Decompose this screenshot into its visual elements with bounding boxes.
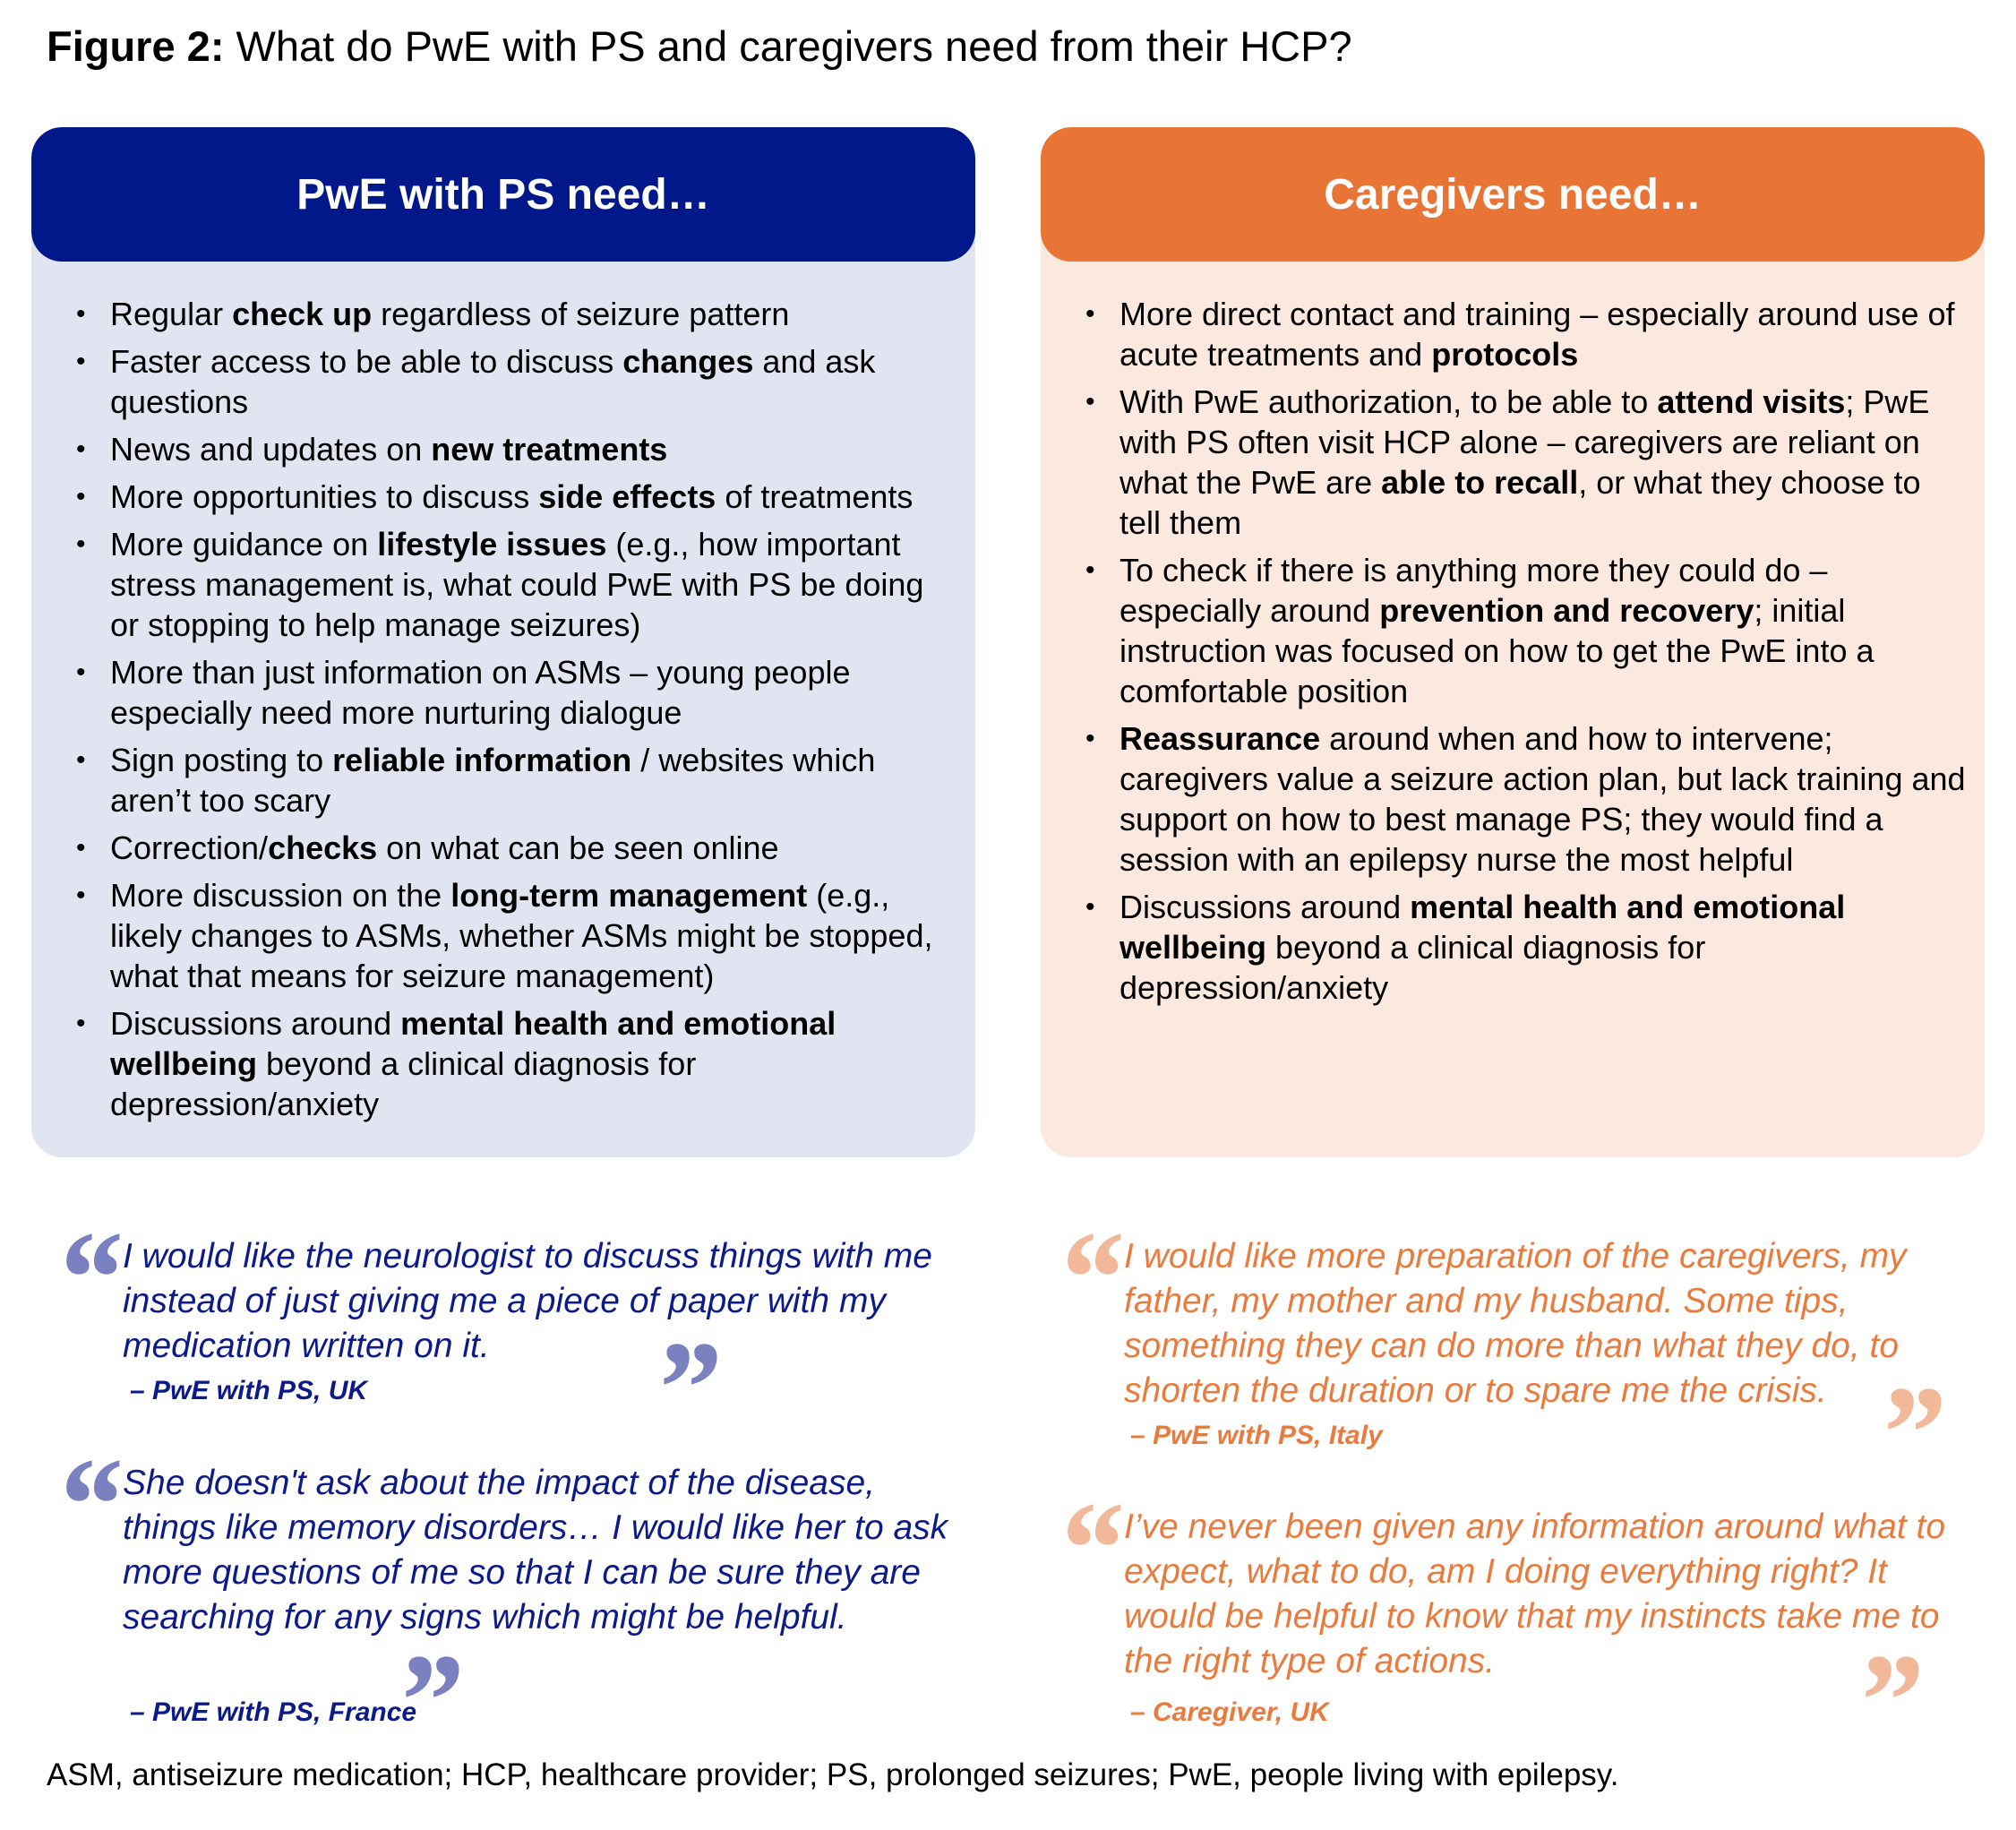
text-segment: More direct contact and training – especially around use of acute treatments and bbox=[1120, 296, 1955, 373]
bold-text: changes bbox=[622, 343, 754, 380]
bullet-item bbox=[76, 652, 957, 733]
bullet-item bbox=[1085, 550, 1967, 711]
text-segment: More opportunities to discuss bbox=[110, 478, 539, 515]
caregiver-needs-list bbox=[1085, 294, 1967, 1015]
bullet-item bbox=[76, 1003, 957, 1124]
close-quote-mark-icon: ” bbox=[1876, 1359, 1943, 1508]
bold-text: prevention and recovery bbox=[1379, 592, 1754, 629]
quote-attribution: – Caregiver, UK bbox=[1130, 1697, 1329, 1727]
text-segment: More discussion on the bbox=[110, 877, 451, 914]
bold-text: mental health and emotional wellbeing bbox=[1120, 889, 1846, 966]
text-segment: of treatments bbox=[716, 478, 914, 515]
text-segment: Discussions around bbox=[1120, 889, 1411, 925]
bold-text: checks bbox=[268, 829, 378, 866]
text-segment: ; PwE with PS often visit HCP alone – caregivers are reliant on what the PwE are bbox=[1120, 383, 1930, 501]
text-segment: beyond a clinical diagnosis for depression/anxiety bbox=[1120, 929, 1706, 1006]
quote-pwe-france bbox=[123, 1461, 956, 1640]
pwe-needs-header: PwE with PS need… bbox=[31, 127, 975, 262]
pwe-needs-panel bbox=[31, 127, 975, 1157]
close-quote-mark-icon: ” bbox=[394, 1627, 461, 1775]
text-segment: (e.g., how important stress management is, what could PwE with PS be doing or stopping to help manage seizures) bbox=[110, 526, 924, 643]
text-segment: , or what they choose to tell them bbox=[1120, 464, 1921, 541]
text-segment: and ask questions bbox=[110, 343, 876, 420]
text-segment: ; initial instruction was focused on how to get the PwE into a comfortable position bbox=[1120, 592, 1874, 709]
text-segment: Sign posting to bbox=[110, 742, 333, 778]
bullet-item bbox=[76, 740, 957, 820]
bold-text: reliable information bbox=[332, 742, 632, 778]
bold-text: side effects bbox=[538, 478, 716, 515]
bold-text: long-term management bbox=[450, 877, 808, 914]
text-segment: / websites which aren’t too scary bbox=[110, 742, 876, 819]
quote-text: I would like the neurologist to discuss things with me instead of just giving me a piece of paper with my medication written on it. bbox=[123, 1237, 932, 1365]
bullet-item bbox=[1085, 887, 1967, 1008]
text-segment: More guidance on bbox=[110, 526, 378, 563]
open-quote-mark-icon: “ bbox=[1055, 1474, 1122, 1623]
text-segment: (e.g., likely changes to ASMs, whether ASMs might be stopped, what that means for seizure management) bbox=[110, 877, 933, 994]
open-quote-mark-icon: “ bbox=[1055, 1204, 1122, 1353]
quote-pwe-italy bbox=[1124, 1234, 1979, 1413]
bullet-item bbox=[1085, 294, 1967, 374]
bullet-item bbox=[1085, 718, 1967, 880]
bullet-item bbox=[76, 875, 957, 996]
caregiver-needs-panel bbox=[1041, 127, 1985, 1157]
open-quote-mark-icon: “ bbox=[54, 1430, 121, 1579]
text-segment: on what can be seen online bbox=[377, 829, 779, 866]
quote-pwe-uk bbox=[123, 1234, 956, 1369]
bullet-item bbox=[1085, 382, 1967, 543]
bullet-item bbox=[76, 294, 957, 334]
text-segment: To check if there is anything more they could do – especially around bbox=[1120, 552, 1828, 629]
bullet-item bbox=[76, 477, 957, 517]
figure-label: Figure 2: bbox=[47, 22, 225, 70]
close-quote-mark-icon: ” bbox=[1854, 1627, 1921, 1775]
bold-text: lifestyle issues bbox=[377, 526, 607, 563]
text-segment: beyond a clinical diagnosis for depression/anxiety bbox=[110, 1045, 697, 1122]
text-segment: More than just information on ASMs – young people especially need more nurturing dialogue bbox=[110, 654, 851, 731]
close-quote-mark-icon: ” bbox=[652, 1314, 719, 1463]
bold-text: protocols bbox=[1431, 336, 1579, 373]
figure-title-text: What do PwE with PS and caregivers need from their HCP? bbox=[236, 22, 1352, 70]
pwe-needs-list bbox=[76, 294, 957, 1131]
text-segment: With PwE authorization, to be able to bbox=[1120, 383, 1658, 420]
bullet-item bbox=[76, 429, 957, 469]
abbreviations-footnote: ASM, antiseizure medication; HCP, healthcare provider; PS, prolonged seizures; PwE, people living with epilepsy. bbox=[47, 1757, 1619, 1792]
text-segment: Correction/ bbox=[110, 829, 269, 866]
bold-text: new treatments bbox=[431, 431, 668, 468]
bullet-item bbox=[76, 828, 957, 868]
figure-title bbox=[47, 20, 1352, 73]
quote-text: I would like more preparation of the caregivers, my father, my mother and my husband. Some tips, something they can do more than what they do, to shorten the duration or to spare me the crisis. bbox=[1124, 1237, 1907, 1410]
bold-text: check up bbox=[232, 296, 373, 332]
bold-text: Reassurance bbox=[1120, 720, 1321, 757]
quote-caregiver-uk bbox=[1124, 1505, 1979, 1684]
text-segment: regardless of seizure pattern bbox=[372, 296, 790, 332]
text-segment: Discussions around bbox=[110, 1005, 401, 1042]
text-segment: Faster access to be able to discuss bbox=[110, 343, 623, 380]
quote-attribution: – PwE with PS, France bbox=[130, 1697, 417, 1727]
quote-attribution: – PwE with PS, UK bbox=[130, 1376, 368, 1405]
bullet-item bbox=[76, 341, 957, 422]
quote-attribution: – PwE with PS, Italy bbox=[1130, 1421, 1383, 1450]
quote-text: She doesn't ask about the impact of the disease, things like memory disorders… I would like her to ask more questions of me so that I can be sure they are searching for any signs which might be helpful. bbox=[123, 1464, 948, 1637]
text-segment: News and updates on bbox=[110, 431, 432, 468]
bold-text: able to recall bbox=[1381, 464, 1579, 501]
text-segment: around when and how to intervene; caregivers value a seizure action plan, but lack training and support on how to best manage PS; they would find a session with an epilepsy nurse the most helpful bbox=[1120, 720, 1966, 878]
bold-text: attend visits bbox=[1657, 383, 1846, 420]
bold-text: mental health and emotional wellbeing bbox=[110, 1005, 836, 1082]
caregiver-needs-header: Caregivers need… bbox=[1041, 127, 1985, 262]
bullet-item bbox=[76, 524, 957, 645]
text-segment: Regular bbox=[110, 296, 233, 332]
quote-text: I’ve never been given any information around what to expect, what to do, am I doing everything right? It would be helpful to know that my instincts take me to the right type of actions. bbox=[1124, 1508, 1946, 1680]
open-quote-mark-icon: “ bbox=[54, 1204, 121, 1353]
